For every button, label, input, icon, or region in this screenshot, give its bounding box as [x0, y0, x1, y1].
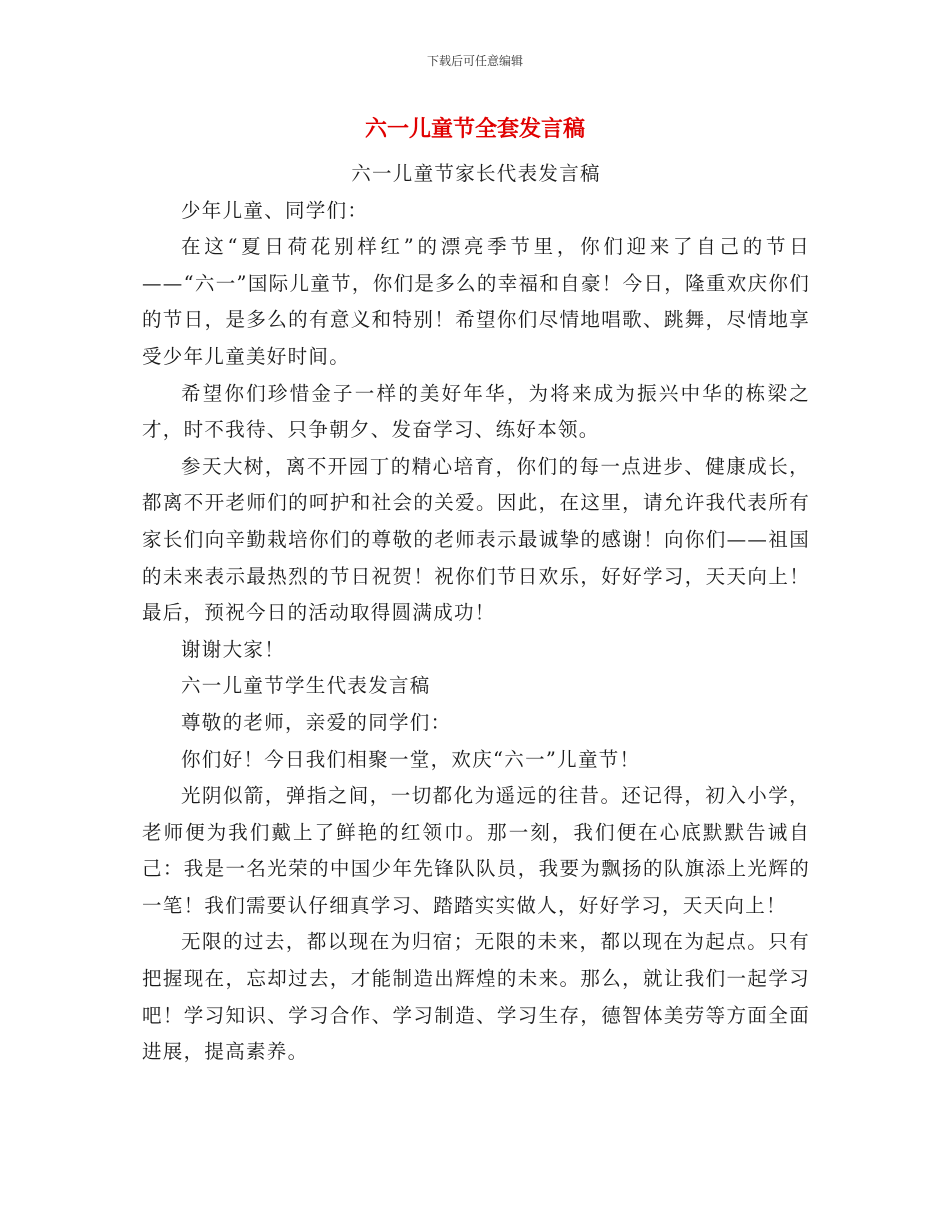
paragraph: 光阴似箭，弹指之间，一切都化为遥远的往昔。还记得，初入小学，老师便为我们戴上了鲜艳的红领巾。那一刻，我们便在心底默默告诫自己：我是一名光荣的中国少年先锋队队员，我要为飘扬的队旗添上光辉的一笔！我们需要认仔细真学习、踏踏实实做人，好好学习，天天向上！: [142, 784, 810, 917]
paragraph: 希望你们珍惜金子一样的美好年华，为将来成为振兴中华的栋梁之才，时不我待、只争朝夕、发奋学习、练好本领。: [142, 381, 810, 442]
document-body: [142, 156, 810, 1071]
paragraph-salutation: 尊敬的老师，亲爱的同学们：: [181, 710, 452, 734]
document-title: 六一儿童节全套发言稿: [364, 117, 585, 142]
paragraph: 参天大树，离不开园丁的精心培育，你们的每一点进步、健康成长，都离不开老师们的呵护和社会的关爱。因此，在这里，请允许我代表所有家长们向辛勤栽培你们的尊敬的老师表示最诚挚的感谢！向你们——祖国的未来表示最热烈的节日祝贺！祝你们节日欢乐，好好学习，天天向上！最后，预祝今日的活动取得圆满成功！: [142, 454, 810, 625]
section-subtitle: 六一儿童节家长代表发言稿: [351, 162, 601, 185]
section-heading-student: 六一儿童节学生代表发言稿: [181, 674, 431, 698]
paragraph: 无限的过去，都以现在为归宿；无限的未来，都以现在为起点。只有把握现在，忘却过去，才能制造出辉煌的未来。那么，就让我们一起学习吧！学习知识、学习合作、学习制造、学习生存，德智体美劳等方面全面进展，提高素养。: [142, 930, 810, 1064]
paragraph: 在这“夏日荷花别样红”的漂亮季节里，你们迎来了自己的节日——“六一”国际儿童节，你们是多么的幸福和自豪！今日，隆重欢庆你们的节日，是多么的有意义和特别！希望你们尽情地唱歌、跳舞，尽情地享受少年儿童美好时间。: [142, 235, 810, 368]
paragraph: 你们好！今日我们相聚一堂，欢庆“六一”儿童节！: [181, 747, 641, 771]
paragraph-thanks: 谢谢大家！: [181, 637, 286, 661]
paragraph-salutation: 少年儿童、同学们：: [181, 198, 369, 222]
page-header: 下载后可任意编辑: [426, 54, 523, 68]
